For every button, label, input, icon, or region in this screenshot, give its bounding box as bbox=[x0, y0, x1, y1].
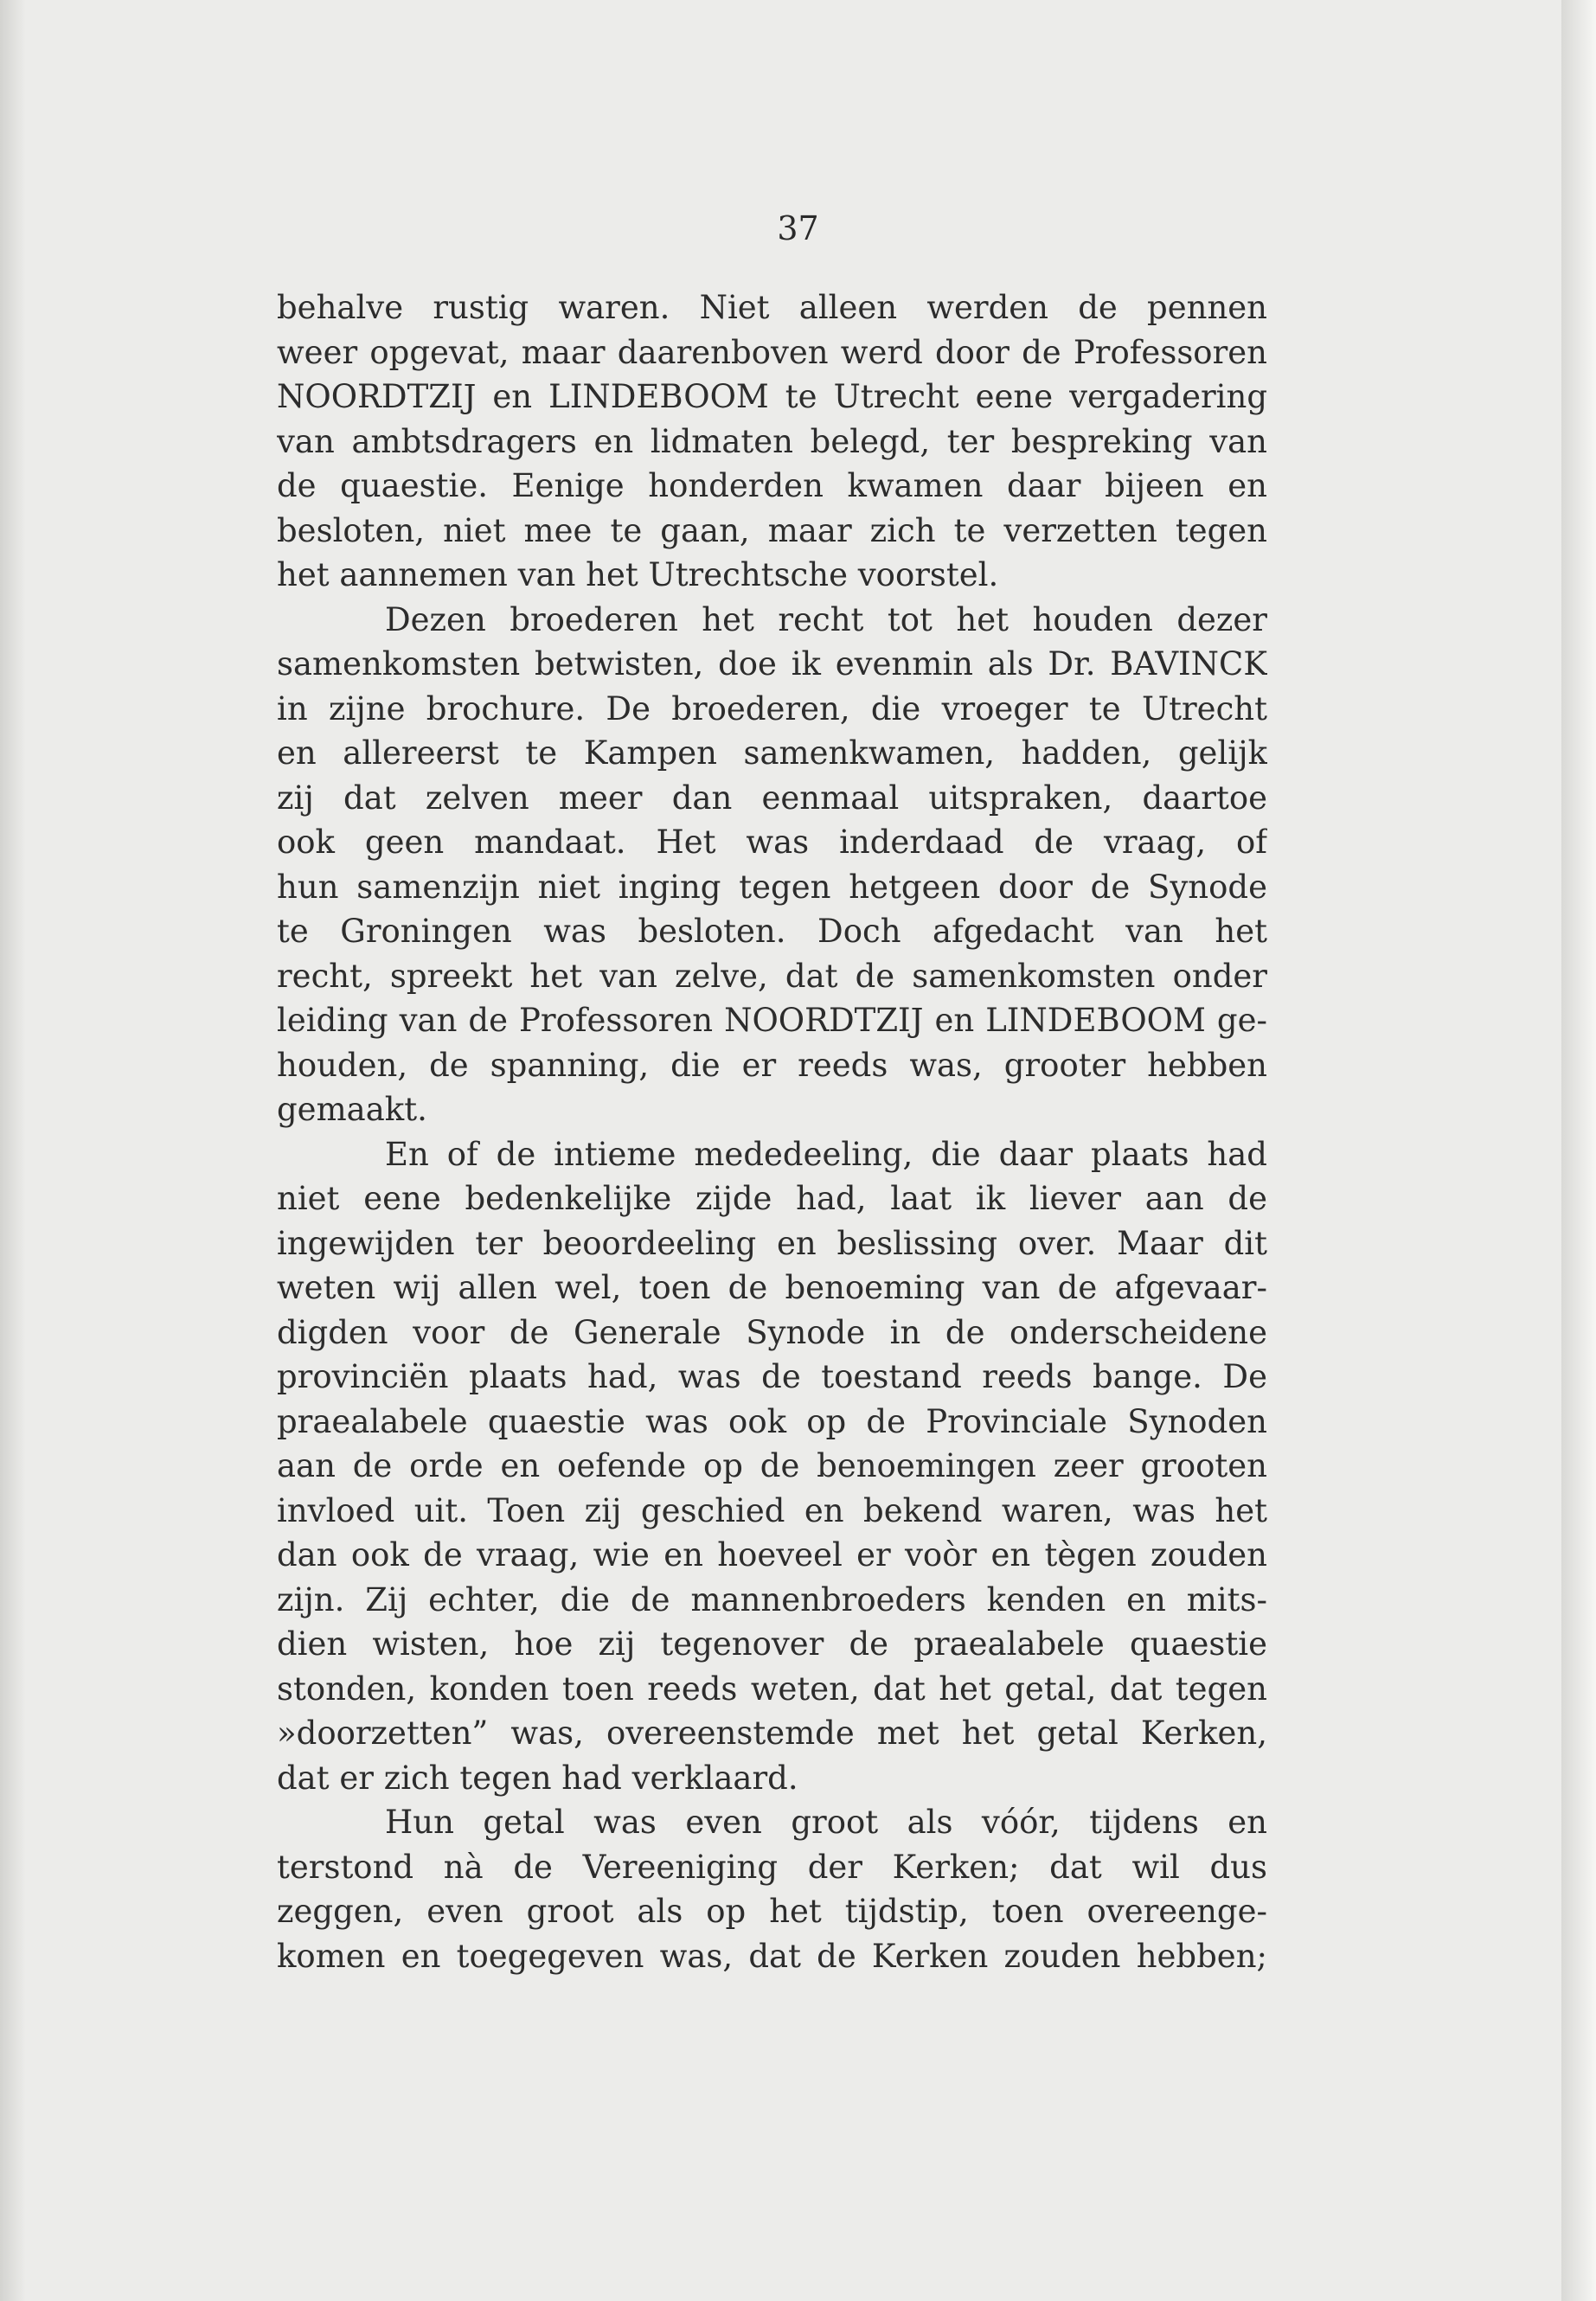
text-line: leiding van de Professoren NOORDTZIJ en LINDEBOOM ge- bbox=[277, 1002, 1267, 1039]
text-line: samenkomsten betwisten, doe ik evenmin als Dr. BAVINCK bbox=[277, 645, 1267, 683]
text-line: invloed uit. Toen zij geschied en bekend waren, was het bbox=[277, 1491, 1267, 1529]
text-line: »doorzetten” was, overeenstemde met het getal Kerken, bbox=[277, 1715, 1267, 1752]
text-line: weer opgevat, maar daarenboven werd door de Professoren bbox=[277, 333, 1267, 371]
text-line: NOORDTZIJ en LINDEBOOM te Utrecht eene vergadering bbox=[277, 378, 1267, 415]
text-line: weten wij allen wel, toen de benoeming van de afgevaar- bbox=[277, 1269, 1267, 1306]
text-line: behalve rustig waren. Niet alleen werden de pennen bbox=[277, 289, 1267, 326]
text-line: ook geen mandaat. Het was inderdaad de vraag, of bbox=[277, 824, 1267, 861]
text-line: dat er zich tegen had verklaard. bbox=[277, 1759, 798, 1797]
text-line: dien wisten, hoe zij tegenover de praealabele quaestie bbox=[277, 1625, 1267, 1663]
text-line: zij dat zelven meer dan eenmaal uitspraken, daartoe bbox=[277, 779, 1267, 817]
text-line: hun samenzijn niet inging tegen hetgeen door de Synode bbox=[277, 868, 1267, 906]
text-line: het aannemen van het Utrechtsche voorstel. bbox=[277, 556, 999, 593]
page-right-edge bbox=[1561, 0, 1596, 2301]
text-line: terstond nà de Vereeniging der Kerken; dat wil dus bbox=[277, 1848, 1267, 1886]
text-line: besloten, niet mee te gaan, maar zich te verzetten tegen bbox=[277, 511, 1267, 549]
text-line: En of de intieme mededeeling, die daar plaats had bbox=[385, 1135, 1267, 1173]
text-line: recht, spreekt het van zelve, dat de samenkomsten onder bbox=[277, 957, 1267, 995]
text-line: houden, de spanning, die er reeds was, grooter hebben bbox=[277, 1046, 1267, 1084]
text-line: zeggen, even groot als op het tijdstip, toen overeenge- bbox=[277, 1893, 1267, 1930]
text-line: de quaestie. Eenige honderden kwamen daar bijeen en bbox=[277, 467, 1267, 504]
text-line: ingewijden ter beoordeeling en beslissing over. Maar dit bbox=[277, 1224, 1267, 1262]
text-line: te Groningen was besloten. Doch afgedacht van het bbox=[277, 913, 1267, 950]
text-line: dan ook de vraag, wie en hoeveel er voòr en tègen zouden bbox=[277, 1536, 1267, 1574]
text-line: komen en toegegeven was, dat de Kerken zouden hebben; bbox=[277, 1937, 1267, 1975]
text-line: niet eene bedenkelijke zijde had, laat ik liever aan de bbox=[277, 1180, 1267, 1217]
text-line: digden voor de Generale Synode in de onderscheidene bbox=[277, 1313, 1267, 1351]
text-line: van ambtsdragers en lidmaten belegd, ter bespreking van bbox=[277, 422, 1267, 460]
text-line: gemaakt. bbox=[277, 1091, 427, 1128]
body-text bbox=[277, 285, 1267, 1978]
page-left-edge-shadow bbox=[0, 0, 26, 2301]
text-line: zijn. Zij echter, die de mannenbroeders kenden en mits- bbox=[277, 1580, 1267, 1618]
page-number: 37 bbox=[777, 209, 819, 247]
text-line: stonden, konden toen reeds weten, dat het getal, dat tegen bbox=[277, 1670, 1267, 1708]
text-line: en allereerst te Kampen samenkwamen, hadden, gelijk bbox=[277, 734, 1267, 772]
text-line: Hun getal was even groot als vóór, tijdens en bbox=[385, 1804, 1267, 1841]
text-line: in zijne brochure. De broederen, die vroeger te Utrecht bbox=[277, 689, 1267, 727]
text-line: praealabele quaestie was ook op de Provinciale Synoden bbox=[277, 1402, 1267, 1440]
text-line: Dezen broederen het recht tot het houden dezer bbox=[385, 600, 1267, 638]
text-line: provinciën plaats had, was de toestand reeds bange. De bbox=[277, 1358, 1267, 1395]
text-line: aan de orde en oefende op de benoemingen zeer grooten bbox=[277, 1447, 1267, 1484]
